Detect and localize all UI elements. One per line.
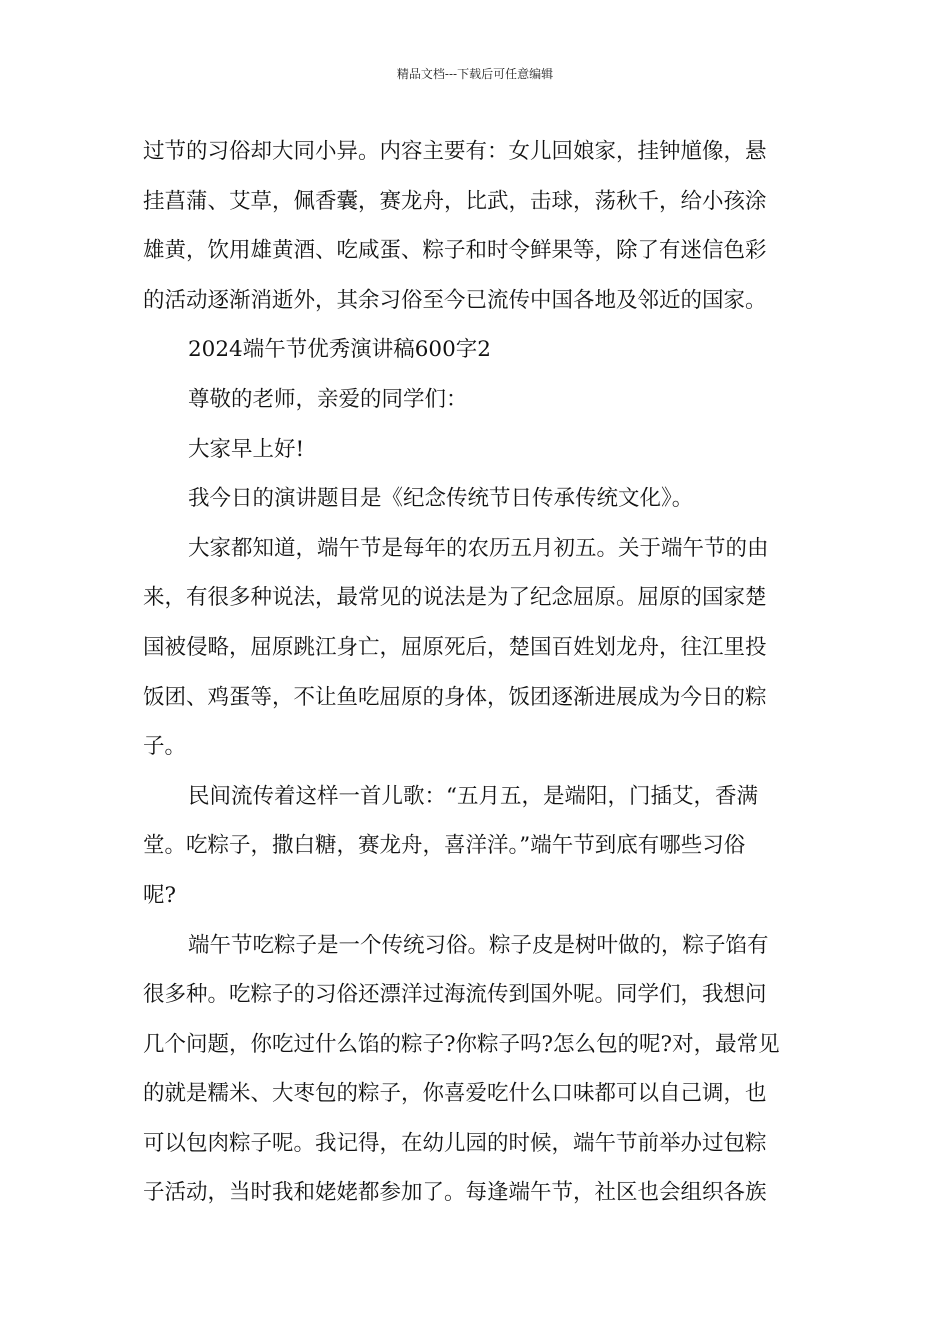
speech-topic: 我今日的演讲题目是《纪念传统节日传承传统文化》。 (188, 486, 694, 512)
document-body (143, 135, 808, 1226)
section-title: 2024端午节优秀演讲稿600字2 (188, 337, 491, 363)
text-line: 饭团、鸡蛋等，不让鱼吃屈原的身体，饭团逐渐进展成为今日的粽 (143, 684, 767, 710)
greeting: 大家早上好! (188, 436, 305, 462)
text-line: 来，有很多种说法，最常见的说法是为了纪念屈原。屈原的国家楚 (143, 585, 767, 611)
salutation: 尊敬的老师，亲爱的同学们： (188, 386, 468, 412)
text-line: 子活动，当时我和姥姥都参加了。每逢端午节，社区也会组织各族 (143, 1180, 767, 1206)
text-line: 挂菖蒲、艾草，佩香囊，赛龙舟，比武，击球，荡秋千，给小孩涂 (143, 188, 767, 214)
text-line: 子。 (143, 734, 187, 760)
text-line: 过节的习俗却大同小异。内容主要有：女儿回娘家，挂钟馗像，悬 (143, 139, 767, 164)
text-line: 大家都知道，端午节是每年的农历五月初五。关于端午节的由 (188, 535, 769, 561)
text-line: 几个问题，你吃过什么馅的粽子?你粽子吗?怎么包的呢?对，最常见 (143, 1031, 780, 1057)
text-line: 呢? (143, 882, 177, 908)
text-line: 雄黄，饮用雄黄酒、吃咸蛋、粽子和时令鲜果等，除了有迷信色彩 (143, 238, 767, 264)
text-line: 可以包肉粽子呢。我记得，在幼儿园的时候，端午节前举办过包粽 (143, 1130, 767, 1156)
text-line: 堂。吃粽子，撒白糖，赛龙舟，喜洋洋。”端午节到底有哪些习俗 (143, 833, 746, 859)
text-line: 很多种。吃粽子的习俗还漂洋过海流传到国外呢。同学们，我想问 (143, 982, 767, 1008)
text-line: 的活动逐渐消逝外，其余习俗至今已流传中国各地及邻近的国家。 (143, 287, 767, 313)
text-line: 的就是糯米、大枣包的粽子，你喜爱吃什么口味都可以自己调，也 (143, 1081, 767, 1107)
text-line: 端午节吃粽子是一个传统习俗。粽子皮是树叶做的，粽子馅有 (188, 932, 769, 958)
text-line: 民间流传着这样一首儿歌：“五月五，是端阳，门插艾，香满 (188, 783, 758, 809)
text-line: 国被侵略，屈原跳江身亡，屈原死后，楚国百姓划龙舟，往江里投 (143, 634, 767, 660)
page-header: 精品文档---下载后可任意编辑 (396, 67, 554, 81)
